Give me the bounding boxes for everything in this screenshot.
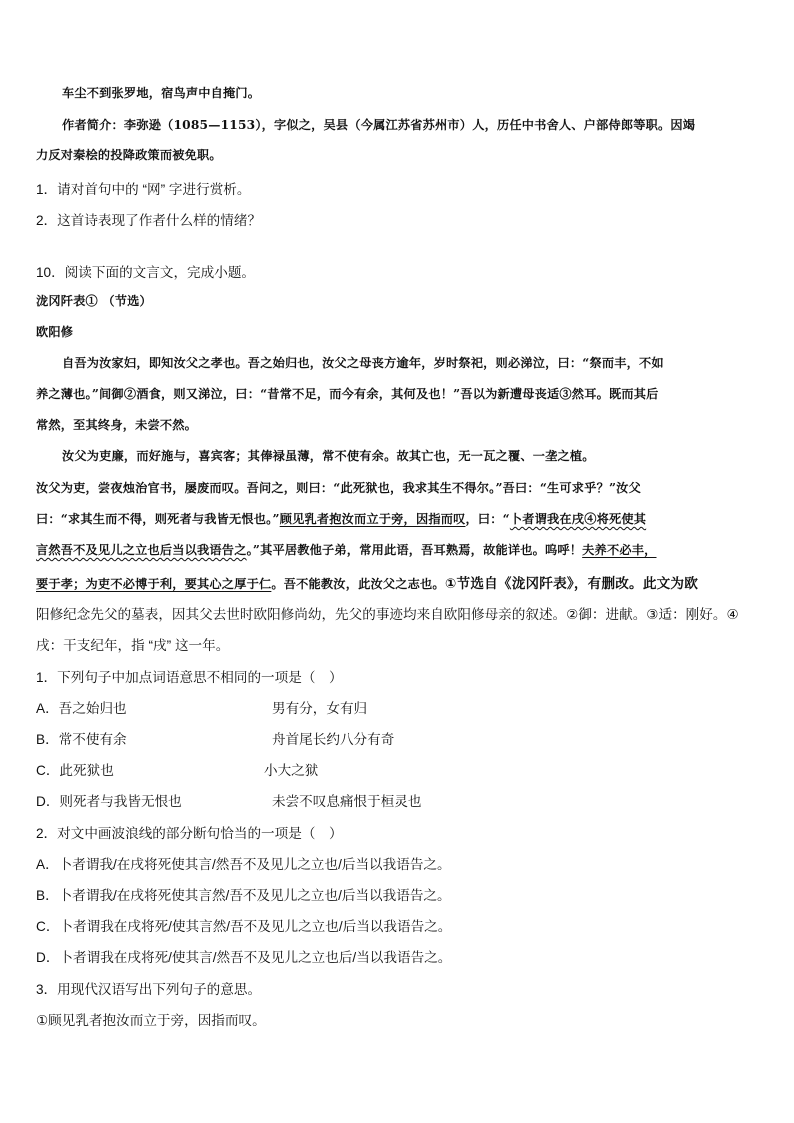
passage-text: 曰：“求其生而不得，则死者与我皆无恨也。” <box>36 512 280 526</box>
q1-option-c[interactable] <box>36 759 736 779</box>
passage-p3-line-3 <box>36 541 657 558</box>
option-pair: 小大之狱 <box>264 763 319 778</box>
q3-stem: 3．用现代汉语写出下列句子的意思。 <box>36 982 262 997</box>
q2-option-a[interactable]: A．卜者谓我/在戌将死使其言/然吾不及见儿之立也/后当以我语告之。 <box>36 857 451 872</box>
author-note-line-2: 力反对秦桧的投降政策而被免职。 <box>36 148 222 162</box>
footnote-text: ①节选自《泷冈阡表》，有删改。此文为欧 <box>444 576 699 591</box>
option-pair: 未尝不叹息痛恨于桓灵也 <box>272 794 422 809</box>
option-label: C．此死狱也 <box>36 763 114 778</box>
passage-p3-line-2 <box>36 510 646 527</box>
q2-option-d[interactable]: D．卜者谓我在戌将死/使其言/然吾不及见儿之立也后/当以我语告之。 <box>36 950 452 965</box>
option-pair: 舟首尾长约八分有奇 <box>272 732 395 747</box>
poem-question-1: 1．请对首句中的 “网” 字进行赏析。 <box>36 182 251 197</box>
section10-heading: 10．阅读下面的文言文，完成小题。 <box>36 265 256 280</box>
passage-p1-line-1: 自吾为汝家妇，即知汝父之孝也。吾之始归也，汝父之母丧方逾年，岁时祭祀，则必涕泣，曰：“祭而丰，不如 <box>62 356 664 370</box>
q1-option-b[interactable] <box>36 728 736 748</box>
q3-item-1: ①顾见乳者抱汝而立于旁，因指而叹。 <box>36 1013 266 1028</box>
underlined-sentence: 顾见乳者抱汝而立于旁，因指而叹 <box>279 512 466 526</box>
option-label: A．吾之始归也 <box>36 701 127 716</box>
poem-last-line: 车尘不到张罗地，宿鸟声中自掩门。 <box>62 86 261 100</box>
underlined-sentence: 要于孝；为吏不必博于利，要其心之厚于仁 <box>36 577 272 591</box>
passage-p1-line-3: 常然，至其终身，未尝不然。 <box>36 418 198 432</box>
q2-stem: 2．对文中画波浪线的部分断句恰当的一项是（ ） <box>36 826 343 841</box>
q2-option-b[interactable]: B．卜者谓我/在戌将死使其言然/吾不及见儿之立也/后当以我语告之。 <box>36 888 451 903</box>
option-label: D．则死者与我皆无恨也 <box>36 794 182 809</box>
q2-option-c[interactable]: C．卜者谓我在戌将死/使其言然/吾不及见儿之立也/后当以我语告之。 <box>36 919 452 934</box>
passage-p3-line-1: 汝父为吏，尝夜烛治官书，屡废而叹。吾问之，则曰：“此死狱也，我求其生不得尔。”吾曰：“生可求乎？”汝父 <box>36 481 641 495</box>
option-label: B．常不使有余 <box>36 732 127 747</box>
passage-title: 泷冈阡表① （节选） <box>36 294 152 308</box>
wavy-underlined-text: 卜者谓我在戌④将死使其 <box>509 512 647 526</box>
notes-line-1: 阳修纪念先父的墓表，因其父去世时欧阳修尚幼，先父的事迹均来自欧阳修母亲的叙述。②御：进献。③适：刚好。④ <box>36 607 739 622</box>
passage-text: 。”其平居教他子弟，常用此语，吾耳熟焉，故能详也。呜呼！ <box>246 543 583 557</box>
passage-author: 欧阳修 <box>36 325 74 339</box>
passage-p2-line-1: 汝父为吏廉，而好施与，喜宾客；其俸禄虽薄，常不使有余。故其亡也，无一瓦之覆、一垄之植。 <box>62 449 595 463</box>
underlined-sentence: 夫养不必丰， <box>582 543 657 557</box>
option-pair: 男有分，女有归 <box>272 701 368 716</box>
notes-line-2: 戌：干支纪年，指 “戌” 这一年。 <box>36 638 230 653</box>
poem-question-2: 2．这首诗表现了作者什么样的情绪？ <box>36 213 262 228</box>
passage-p1-line-2: 养之薄也。”间御②酒食，则又涕泣，曰：“昔常不足，而今有余，其何及也！”吾以为新遭母丧适③然耳。既而其后 <box>36 387 659 401</box>
author-note-line-1: 作者简介：李弥逊（1085—1153），字似之，吴县（今属江苏省苏州市）人，历任中书舍人、户部侍郎等职。因竭 <box>62 118 696 132</box>
q1-option-a[interactable] <box>36 697 736 717</box>
wavy-underlined-text: 言然吾不及见儿之立也后当以我语告之 <box>36 543 247 557</box>
q1-stem: 1．下列句子中加点词语意思不相同的一项是（ ） <box>36 670 343 685</box>
passage-p3-line-4 <box>36 572 698 592</box>
passage-text: ，曰：“ <box>465 512 510 526</box>
passage-text: 。吾不能教汝，此汝父之志也。 <box>271 577 445 591</box>
q1-option-d[interactable] <box>36 790 736 810</box>
